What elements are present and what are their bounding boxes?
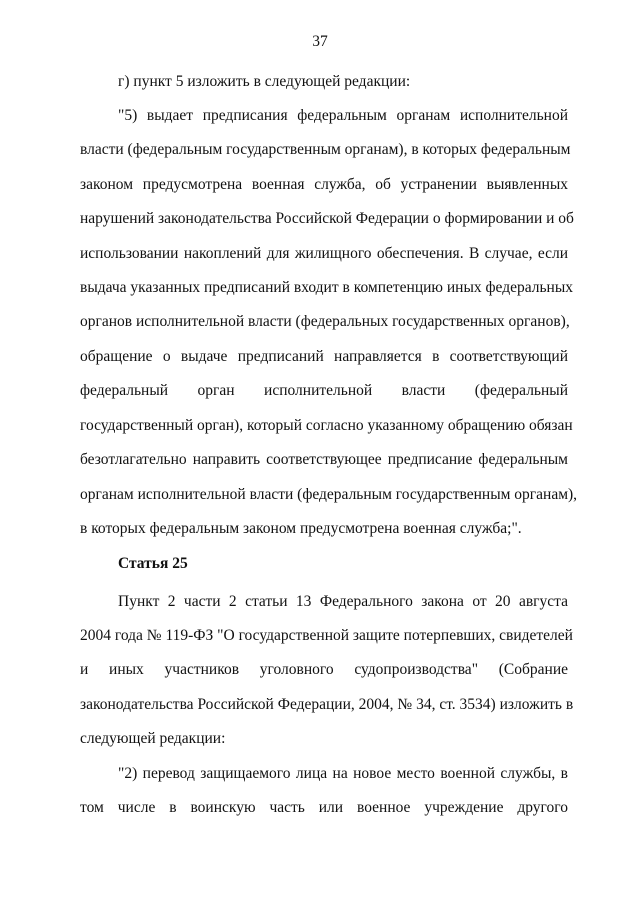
paragraph3-line: том числе в воинскую часть или военное учреждение другого (80, 799, 568, 816)
paragraph1-line: выдача указанных предписаний входит в компетенцию иных федеральных (80, 279, 574, 296)
item-g-line: г) пункт 5 изложить в следующей редакции: (118, 73, 411, 90)
paragraph3-line: "2) перевод защищаемого лица на новое место военной службы, в (118, 765, 568, 782)
paragraph1-line: государственный орган), который согласно указанному обращению обязан (80, 417, 573, 434)
paragraph1-line: нарушений законодательства Российской Федерации о формировании и об (80, 210, 574, 227)
article-heading: Статья 25 (118, 555, 188, 572)
paragraph1-line: органов исполнительной власти (федеральных государственных органов), (80, 313, 570, 330)
paragraph1-line: "5) выдает предписания федеральным органам исполнительной (118, 107, 568, 124)
page-number: 37 (312, 33, 328, 50)
paragraph1-line: федеральный орган исполнительной власти (федеральный (80, 382, 568, 399)
paragraph1-line: обращение о выдаче предписаний направляется в соответствующий (80, 348, 568, 365)
paragraph1-line: безотлагательно направить соответствующее предписание федеральным (80, 451, 568, 468)
paragraph2-line: 2004 года № 119-ФЗ "О государственной защите потерпевших, свидетелей (80, 627, 573, 644)
paragraph2-last-line: следующей редакции: (80, 730, 226, 747)
paragraph1-line: власти (федеральным государственным органам), в которых федеральным (80, 141, 571, 158)
paragraph1-line: законом предусмотрена военная служба, об устранении выявленных (80, 176, 568, 193)
paragraph1-last-line: в которых федеральным законом предусмотрена военная служба;". (80, 520, 522, 537)
paragraph1-line: органам исполнительной власти (федеральным государственным органам), (80, 486, 578, 503)
paragraph1-line: использовании накоплений для жилищного обеспечения. В случае, если (80, 245, 568, 262)
paragraph2-line: законодательства Российской Федерации, 2004, № 34, ст. 3534) изложить в (80, 696, 574, 713)
paragraph2-line: Пункт 2 части 2 статьи 13 Федерального закона от 20 августа (118, 593, 568, 610)
paragraph2-line: и иных участников уголовного судопроизводства" (Собрание (80, 661, 568, 678)
